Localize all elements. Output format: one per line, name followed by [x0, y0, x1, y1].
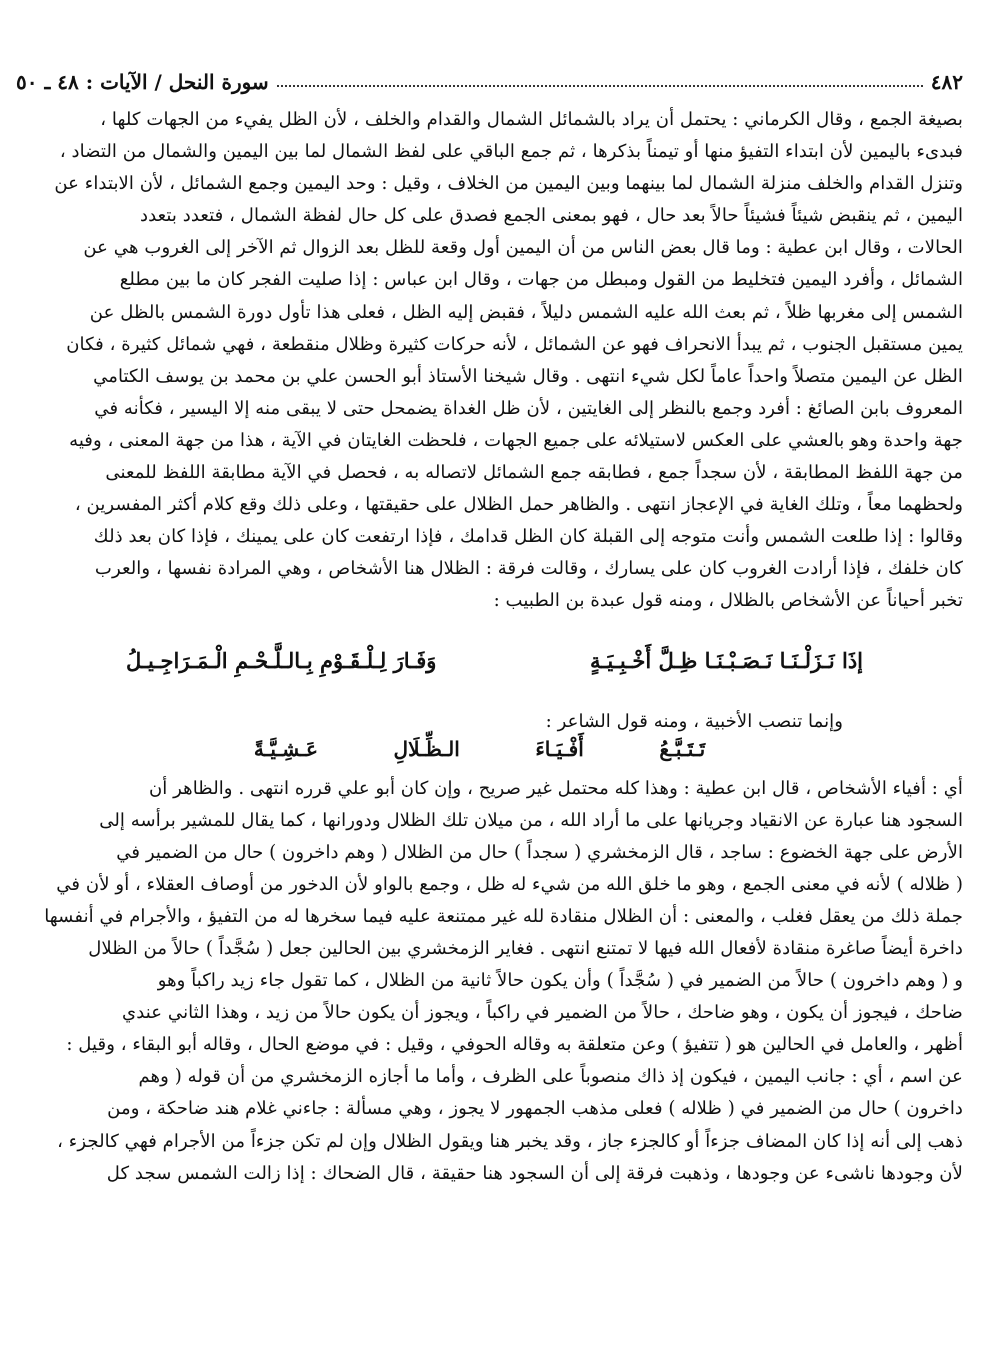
paragraph-1: [16, 104, 963, 618]
text-line: فبدىء باليمين لأن ابتداء التفيؤ منها أو تيمناً بذكرها ، ثم جمع الباقي على لفظ الشمال لما بين اليمين والشمال من التضاد ،: [59, 141, 963, 163]
verse-1-second-hemistich: وَفَـارَ لِـلْـقَـوْمِ بِـالـلَّـحْـمِ الْـمَـرَاجِـيـلُ: [126, 647, 437, 673]
text-line: اليمين ، ثم ينقبض شيئاً فشيئاً حالاً بعد حال ، فهو بمعنى الجمع فصدق على كل حال لفظة الشمال ، فتعدد بتعدد: [139, 205, 963, 227]
text-line: الأرض على جهة الخضوع : ساجد ، قال الزمخشري ( سجداً ) حال من الظلال ( وهم داخرون ) حال من الضمير في: [116, 841, 963, 863]
verse-2: [16, 737, 963, 761]
page-number: ٤٨٢: [930, 70, 963, 94]
text-line: ضاحك ، فيجوز أن يكون ، وهو ضاحك ، حالاً من الضمير في راكباً ، ويجوز أن يكون حالاً من زيد ، وهذا الثاني عندي: [122, 1002, 963, 1024]
verse-1: [16, 648, 963, 673]
text-line: عن اسم ، أي : جانب اليمين ، فيكون إذ ذاك منصوباً على الظرف ، وأما ما أجازه الزمخشري من أن قوله ( وهم: [138, 1066, 963, 1088]
verse-2-word: تَـتَـبَّـعُ: [659, 736, 706, 761]
text-line: كان خلفك ، فإذا أرادت الغروب كان على يسارك ، وقالت فرقة : الظلال هنا الأشخاص ، وهي المرادة نفسها ، والعرب: [94, 558, 963, 580]
verse-1-first-hemistich: إذَا نَـزَلْـنَـا نَـصَـبْـنَـا ظِـلَّ أَخْـبِـيَـةٍ: [590, 647, 863, 673]
paragraph-2: [16, 773, 963, 1190]
text-line: و ( وهم داخرون ) حالاً من الضمير في ( سُجَّداً ) وأن يكون حالاً ثانية من الظلال ، كما تقول جاء زيد راكباً وهو: [157, 970, 963, 992]
text-line: داخرة أيضاً صاغرة منقادة لأفعال الله فيها لا تمتنع انتهى . فغاير الزمخشري بين الحالين جعل ( سُجَّداً ) حالاً من الظلال: [88, 937, 963, 959]
text-line: ولحظهما معاً ، وتلك الغاية في الإعجاز انتهى . والظاهر حمل الظلال على حقيقتها ، وعلى ذلك وقع كلام أكثر المفسرين ،: [74, 494, 963, 516]
verse-2-word: الـظِّـلَالِ: [393, 736, 460, 761]
text-line: تخبر أحياناً عن الأشخاص بالظلال ، ومنه قول عبدة بن الطبيب :: [493, 590, 963, 612]
text-line: السجود هنا عبارة عن الانقياد وجريانها على ما أراد الله ، من ميلان تلك الظلال ودورانها ، كما يقال للمشير برأسه إلى: [99, 809, 963, 831]
text-line: ذهب إلى أنه إذا كان المضاف جزءاً أو كالجزء جاز ، وقد يخبر هنا ويقول الظلال وإن لم تكن جزءاً من الأجرام فهي كالجزء ،: [57, 1130, 963, 1152]
text-line: الحالات ، وقال ابن عطية : وما قال بعض الناس من أن اليمين أول وقعة للظل بعد الزوال ثم الآخر إلى الغروب هي عن: [83, 237, 963, 259]
running-title: سورة النحل / الآيات : ٤٨ ـ ٥٠: [16, 70, 269, 94]
text-line: أي : أفياء الأشخاص ، قال ابن عطية : وهذا كله محتمل غير صريح ، وإن كان أبو علي قرره انتهى . والظاهر أن: [148, 777, 963, 799]
text-line: لأن وجودها ناشىء عن وجودها ، وذهبت فرقة إلى أن السجود هنا حقيقة ، قال الضحاك : إذا زالت الشمس سجد كل: [106, 1162, 963, 1184]
text-line: المعروف بابن الصائغ : أفرد وجمع بالنظر إلى الغايتين ، لأن ظل الغداة يضمحل حتى لا يبقى منه إلا اليسير ، فكأنه في: [94, 397, 963, 419]
text-line: الظل عن اليمين متصلاً واحداً عاماً لكل شيء انتهى . وقال شيخنا الأستاذ أبو الحسن علي بن محمد بن يوسف الكتامي: [93, 365, 963, 387]
text-line: الشمائل ، وأفرد اليمين فتخليط من القول ومبطل من جهات ، وقال ابن عباس : إذا صليت الفجر كان ما بين مطلع: [119, 269, 963, 291]
text-line: أظهر ، والعامل في الحالين هو ( تتفيؤ ) وعن متعلقة به وقاله الحوفي ، وقيل : في موضع الحال ، وقاله أبو البقاء ، وقيل :: [66, 1034, 963, 1056]
dotted-leader: [277, 85, 923, 87]
verse-2-word: أَفْـيَـاءَ: [535, 736, 584, 761]
verse-2-word: عَـشِـيَّـةً: [253, 736, 318, 761]
text-line: جهة واحدة وهو بالعشي على العكس لاستيلائه على جميع الجهات ، فلحظت الغايتان في الآية ، هذا من جهة المعنى ، وفيه: [69, 429, 963, 451]
text-line: ( ظلاله ) لأنه في معنى الجمع ، وهو ما خلق الله من شيء له ظل ، وجمع بالواو لأن الدخور من أوصاف العقلاء ، أو لأن في: [56, 873, 963, 895]
text-line: من جهة اللفظ المطابقة ، لأن سجداً جمع ، فطابقه جمع الشمائل لاتصاله به ، فحصل في الآية مطابقة اللفظ للمعنى: [105, 462, 963, 484]
text-line: الشمس إلى مغربها ظلاً ، ثم بعث الله عليه الشمس دليلاً ، فقبض إليه الظل ، فعلى هذا تأول دورة الشمس بالظل عن: [89, 301, 963, 323]
running-header: [16, 62, 963, 102]
text-line: يمين مستقبل الجنوب ، ثم يبدأ الانحراف فهو عن الشمائل ، لأنه حركات كثيرة وظلال منقطعة ، فهي شمائل كثيرة ، فكان: [66, 333, 963, 355]
text-line: وقالوا : إذا طلعت الشمس وأنت متوجه إلى القبلة كان الظل قدامك ، فإذا ارتفعت كان على يمينك ، فإذا كان بعد ذلك: [93, 526, 963, 548]
verse-2-intro: وإنما تنصب الأخبية ، ومنه قول الشاعر :: [545, 710, 843, 732]
text-line: وتنزل القدام والخلف منزلة الشمال لما بينهما وبين اليمين من الخلاف ، وقيل : وحد اليمين وجمع الشمائل ، لأن الابتداء عن: [54, 173, 963, 195]
text-line: بصيغة الجمع ، وقال الكرماني : يحتمل أن يراد بالشمائل الشمال والقدام والخلف ، لأن الظل يفيء من الجهات كلها ،: [100, 109, 963, 130]
text-line: جملة ذلك من يعقل فغلب ، والمعنى : أن الظلال منقادة لله غير ممتنعة عليه فيما سخرها له من التفيؤ ، والأجرام في أنفسها: [44, 905, 963, 927]
text-line: داخرون ) حال من الضمير في ( ظلاله ) فعلى مذهب الجمهور لا يجوز ، وهي مسألة : جاءني غلام هند ضاحكة ، ومن: [107, 1098, 963, 1120]
